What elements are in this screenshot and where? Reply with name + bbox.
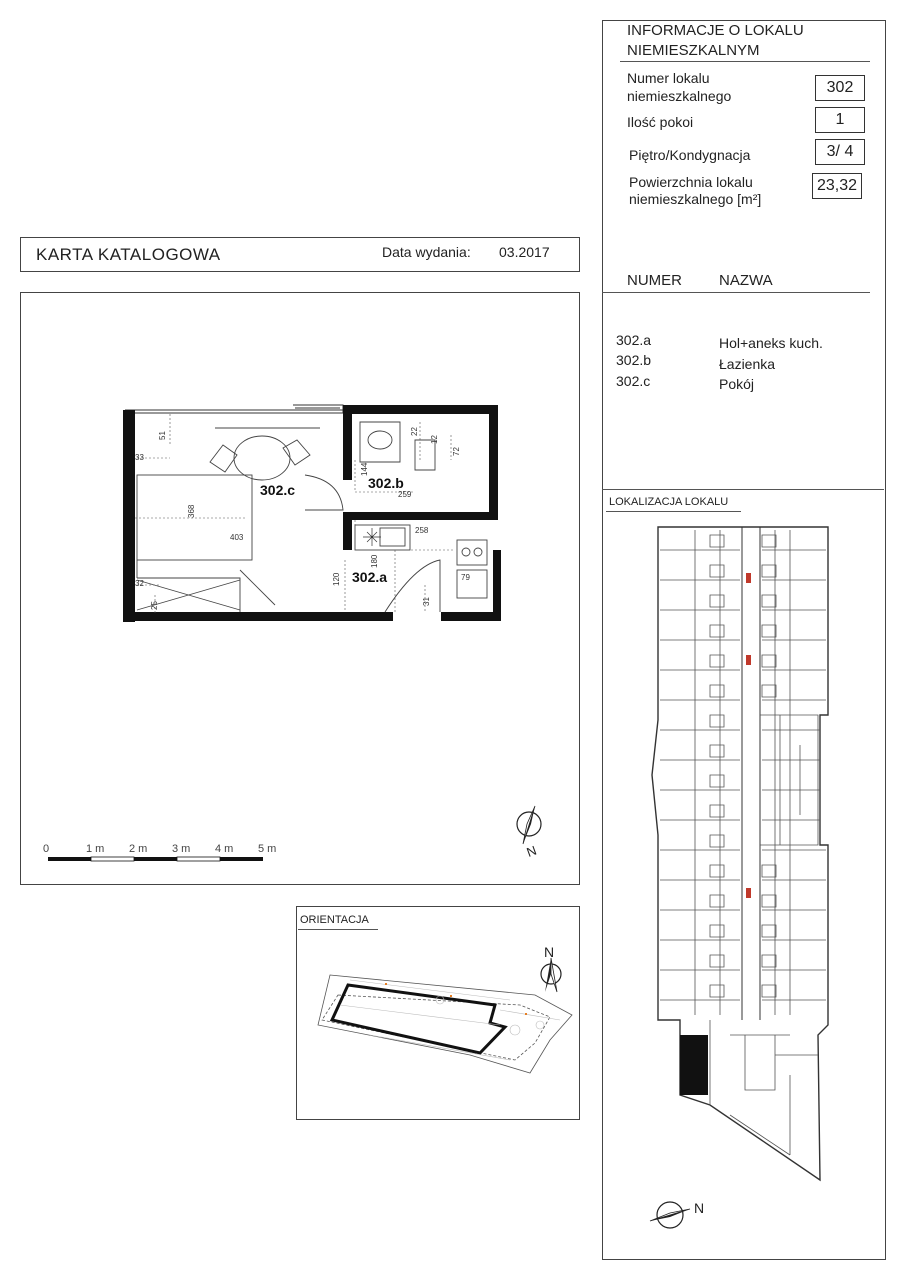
dim-label: 33 xyxy=(135,453,144,462)
info-title-line2: NIEMIESZKALNYM xyxy=(627,42,760,59)
wall-bath-bottom xyxy=(343,512,498,520)
card-title: KARTA KATALOGOWA xyxy=(36,245,221,264)
wall-corner xyxy=(123,410,135,422)
scale-label: 0 xyxy=(43,843,50,855)
location-highlight xyxy=(746,573,751,583)
col-name-header: NAZWA xyxy=(719,272,773,289)
dim-label: 403 xyxy=(230,533,244,542)
area-value-box: 23,32 xyxy=(812,173,862,199)
issue-date: 03.2017 xyxy=(499,244,550,260)
room-row-number: 302.a xyxy=(616,332,652,348)
table-shape xyxy=(234,436,290,480)
dim-label: 79 xyxy=(461,573,470,582)
dim-label: 12 xyxy=(430,435,439,444)
scale-label: 5 m xyxy=(258,843,277,855)
room-row-number: 302.c xyxy=(616,373,651,389)
area-label-1: Powierzchnia lokalu xyxy=(629,174,753,190)
rooms-label: Ilość pokoi xyxy=(627,114,694,130)
dim-label: 51 xyxy=(158,431,167,440)
location-highlight xyxy=(746,888,751,898)
dim-label: 259 xyxy=(398,490,412,499)
location-dark-block xyxy=(680,1035,708,1095)
floor-value-box: 3/ 4 xyxy=(815,139,865,165)
dim-label: 22 xyxy=(410,427,419,436)
area-label-2: niemieszkalnego [m²] xyxy=(629,191,762,207)
location-floor-plan xyxy=(650,515,840,1195)
scale-label: 1 m xyxy=(86,843,105,855)
location-north-label: N xyxy=(694,1200,705,1216)
info-title-underline xyxy=(620,61,870,62)
plan-north-label: N xyxy=(524,842,539,860)
dim-label: 120 xyxy=(332,572,341,586)
dim-label: 31 xyxy=(422,597,431,606)
dim-label: 25 xyxy=(150,601,159,610)
wall-bottom-right xyxy=(441,612,501,621)
snowflake-icon xyxy=(363,528,381,546)
wall-right-bottom xyxy=(493,550,501,620)
number-label-2: niemieszkalnego xyxy=(627,88,732,104)
room-label-a: 302.a xyxy=(352,569,388,585)
dim-label: 368 xyxy=(187,504,196,518)
room-row-number: 302.b xyxy=(616,352,652,368)
location-title-underline xyxy=(606,511,741,512)
number-label-1: Numer lokalu xyxy=(627,70,710,86)
dim-label: 180 xyxy=(370,554,379,568)
wall-corner xyxy=(123,600,135,622)
scale-label: 2 m xyxy=(129,843,148,855)
wall-bottom xyxy=(123,612,393,621)
room-label-b: 302.b xyxy=(368,475,404,491)
room-label-c: 302.c xyxy=(260,482,296,498)
issue-label: Data wydania: xyxy=(382,244,471,260)
scale-bar xyxy=(38,840,288,864)
location-highlight xyxy=(746,655,751,665)
dim-label: 72 xyxy=(452,447,461,456)
rooms-value-box: 1 xyxy=(815,107,865,133)
orientation-title-underline xyxy=(298,929,378,930)
plan-north-arrow xyxy=(505,800,553,860)
orientation-north-label: N xyxy=(544,944,555,960)
info-title-line1: INFORMACJE O LOKALU xyxy=(627,22,804,39)
wall-bath-left xyxy=(343,405,352,480)
scale-label: 4 m xyxy=(215,843,234,855)
orientation-title: ORIENTACJA xyxy=(300,914,369,926)
apartment-floor-plan xyxy=(115,400,515,630)
wall-top-right xyxy=(343,405,493,414)
wall-left xyxy=(123,410,135,620)
dim-label: 144 xyxy=(360,462,369,476)
wall-hall-left xyxy=(343,515,352,550)
floor-label: Piętro/Kondygnacja xyxy=(629,147,751,163)
location-north-arrow xyxy=(648,1193,708,1237)
room-row-name: Pokój xyxy=(719,376,755,392)
wall-right-top xyxy=(489,405,498,520)
location-divider xyxy=(602,489,884,490)
scale-labels xyxy=(43,843,276,855)
orientation-north-arrow xyxy=(531,940,571,1000)
scale-label: 3 m xyxy=(172,843,191,855)
room-row-name: Łazienka xyxy=(719,356,776,372)
location-title: LOKALIZACJA LOKALU xyxy=(609,496,729,508)
dim-label: 258 xyxy=(415,526,429,535)
number-value-box: 302 xyxy=(815,75,865,101)
room-row-name: Hol+aneks kuch. xyxy=(719,335,823,351)
col-number-header: NUMER xyxy=(627,272,682,289)
table-header-underline xyxy=(602,292,870,293)
dim-label: 32 xyxy=(135,579,144,588)
building-outline xyxy=(332,985,505,1053)
